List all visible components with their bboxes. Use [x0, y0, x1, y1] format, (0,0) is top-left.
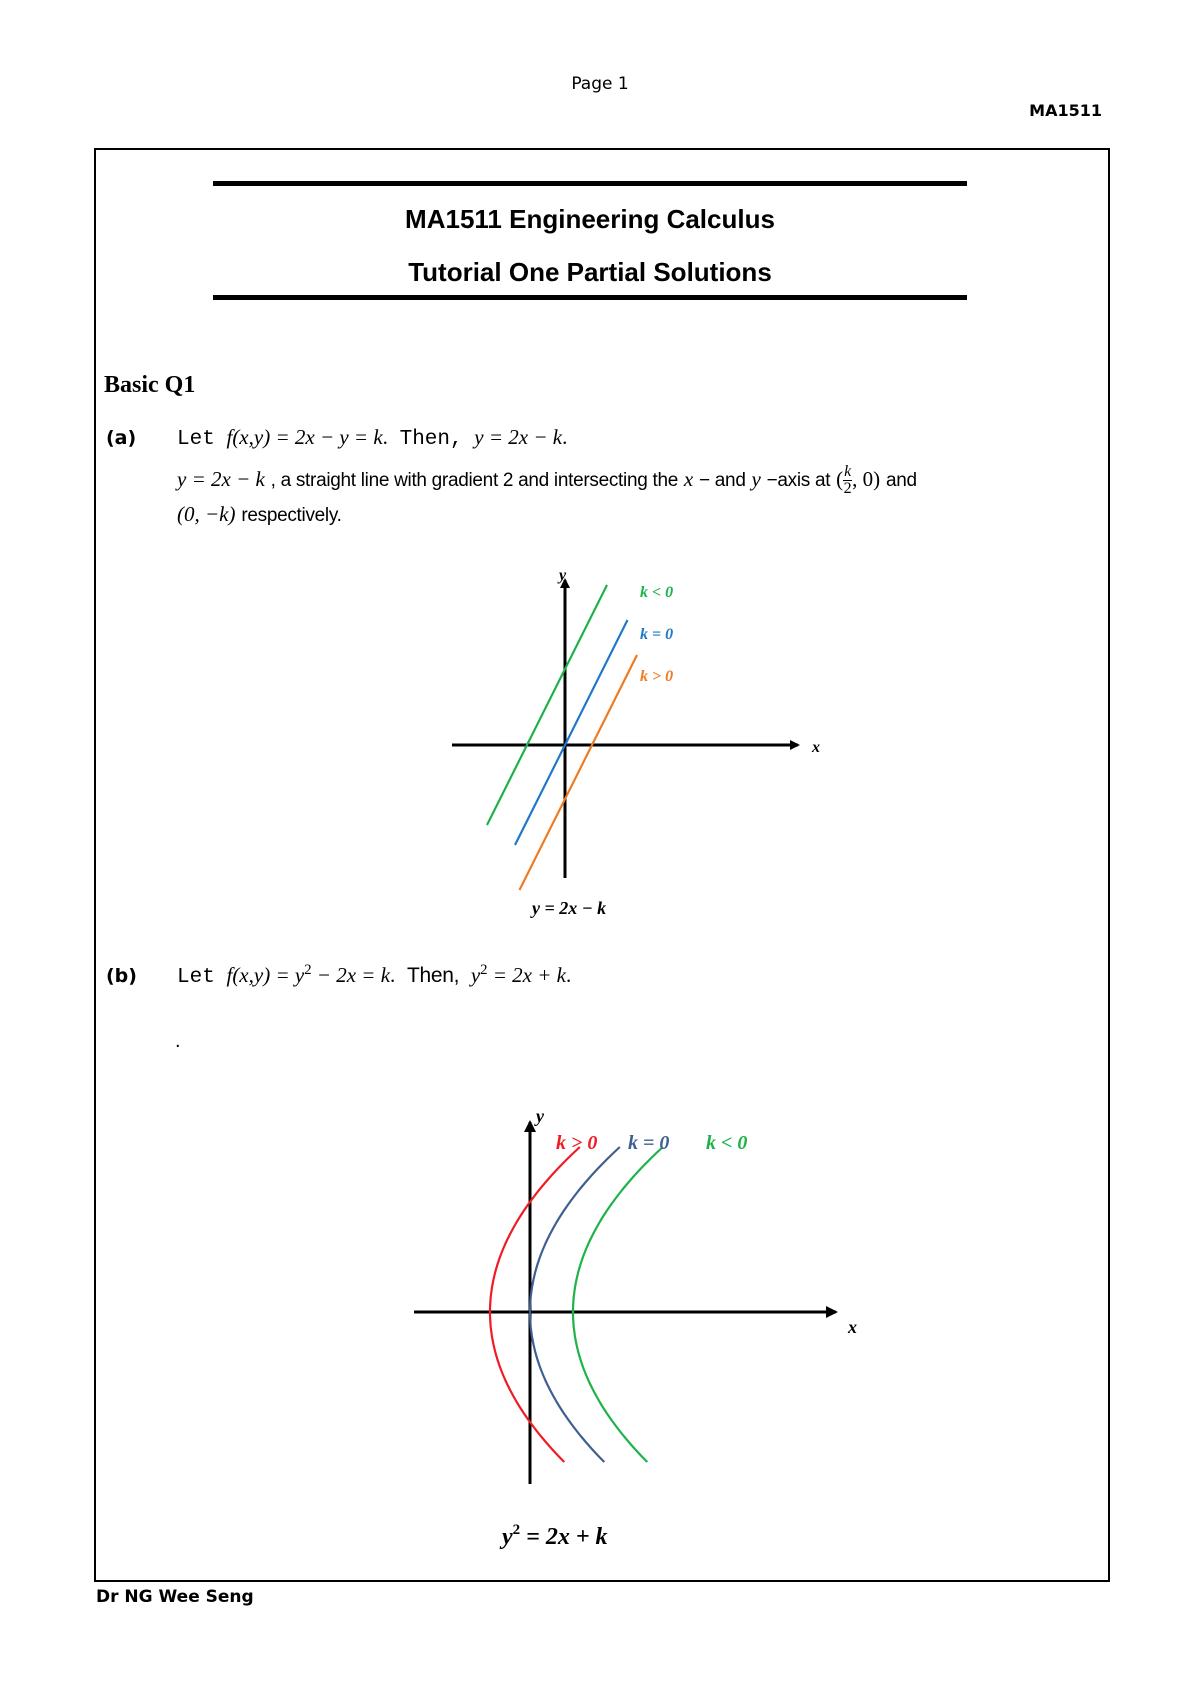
line-k-positive	[520, 655, 638, 890]
stray-dot: .	[175, 1030, 181, 1052]
figure-a-caption: y = 2x − k	[532, 898, 607, 918]
frac-numerator: k	[844, 463, 852, 480]
axis-text: −axis at	[766, 470, 831, 492]
line-k-negative	[487, 585, 607, 825]
course-code-header: MA1511	[1029, 101, 1102, 120]
legend-k-positive: k > 0	[640, 668, 674, 685]
equation-b-mid: − 2x = k	[311, 963, 391, 987]
second-point: (0, −k)	[177, 502, 236, 526]
let-word: Let	[177, 428, 215, 451]
caption-exponent: 2	[512, 1522, 521, 1538]
caption-lhs: y	[502, 1524, 513, 1550]
x-axis-label: x	[848, 1317, 857, 1337]
curve-k-negative	[573, 1147, 663, 1462]
x-axis-label: x	[812, 739, 820, 756]
y-axis-label: y	[559, 567, 567, 584]
zero: 0	[862, 467, 874, 492]
document-subtitle: Tutorial One Partial Solutions	[408, 257, 772, 287]
legend-k-positive: k > 0	[556, 1132, 598, 1154]
y-var: y	[751, 467, 761, 492]
explanation-text: , a straight line with gradient 2 and intersecting the	[270, 470, 678, 492]
figure-b-curves	[400, 1100, 870, 1560]
equation-b-exponent: 2	[304, 962, 312, 978]
figure-b-caption	[499, 1522, 608, 1550]
part-b-label: (b)	[106, 965, 137, 987]
then-word: Then,	[399, 428, 463, 451]
frac-denominator: 2	[843, 480, 852, 497]
legend-k-zero: k = 0	[640, 626, 674, 643]
section-heading: Basic Q1	[104, 372, 196, 398]
line-k-zero	[515, 620, 628, 845]
explanation-equation: y = 2x − k	[177, 467, 265, 492]
part-a-statement: Let f(x,y) = 2x − y = k. Then, y = 2x − k.	[177, 425, 568, 451]
legend-k-negative: k < 0	[706, 1132, 748, 1154]
and-word: − and	[699, 470, 746, 492]
then-word-b: Then,	[406, 964, 460, 987]
k-over-2-fraction	[843, 464, 852, 497]
and-end: and	[886, 470, 917, 492]
result-b-rhs: = 2x + k	[487, 963, 566, 987]
legend-k-negative: k < 0	[640, 584, 674, 601]
curve-k-zero	[530, 1147, 620, 1462]
title-rule-top	[213, 181, 967, 186]
equation-b-lhs: f(x,y) = y	[226, 963, 305, 987]
x-var: x	[683, 467, 694, 492]
result-b-lhs: y	[470, 963, 481, 987]
document-title: MA1511 Engineering Calculus	[405, 204, 775, 234]
curve-k-positive	[490, 1147, 580, 1462]
part-a-label: (a)	[106, 427, 137, 449]
part-a-explanation: y = 2x − k , a straight line with gradient 2 and intersecting the x − and y −axis at ( $\frac{k}{2}$ , 0) and	[177, 463, 917, 497]
y-axis-label: y	[536, 1106, 544, 1126]
page-number: Page 1	[571, 74, 629, 94]
caption-rhs: = 2x + k	[520, 1524, 608, 1550]
legend-k-zero: k = 0	[628, 1132, 670, 1154]
respectively: respectively.	[241, 505, 342, 526]
result-equation: y = 2x − k	[474, 425, 563, 449]
part-b-statement: Let $f(x,y) = y^2 - 2x = k$. Then, $y^2 = 2x + k$.	[177, 962, 572, 989]
footer-author: Dr NG Wee Seng	[96, 1587, 254, 1607]
result-b-exponent: 2	[480, 962, 488, 978]
title-rule-bottom	[213, 295, 967, 300]
let-word-b: Let	[177, 966, 215, 989]
equation: f(x,y) = 2x − y = k	[226, 425, 383, 449]
part-a-explanation-2	[177, 502, 342, 527]
figure-a-lines	[440, 560, 840, 930]
